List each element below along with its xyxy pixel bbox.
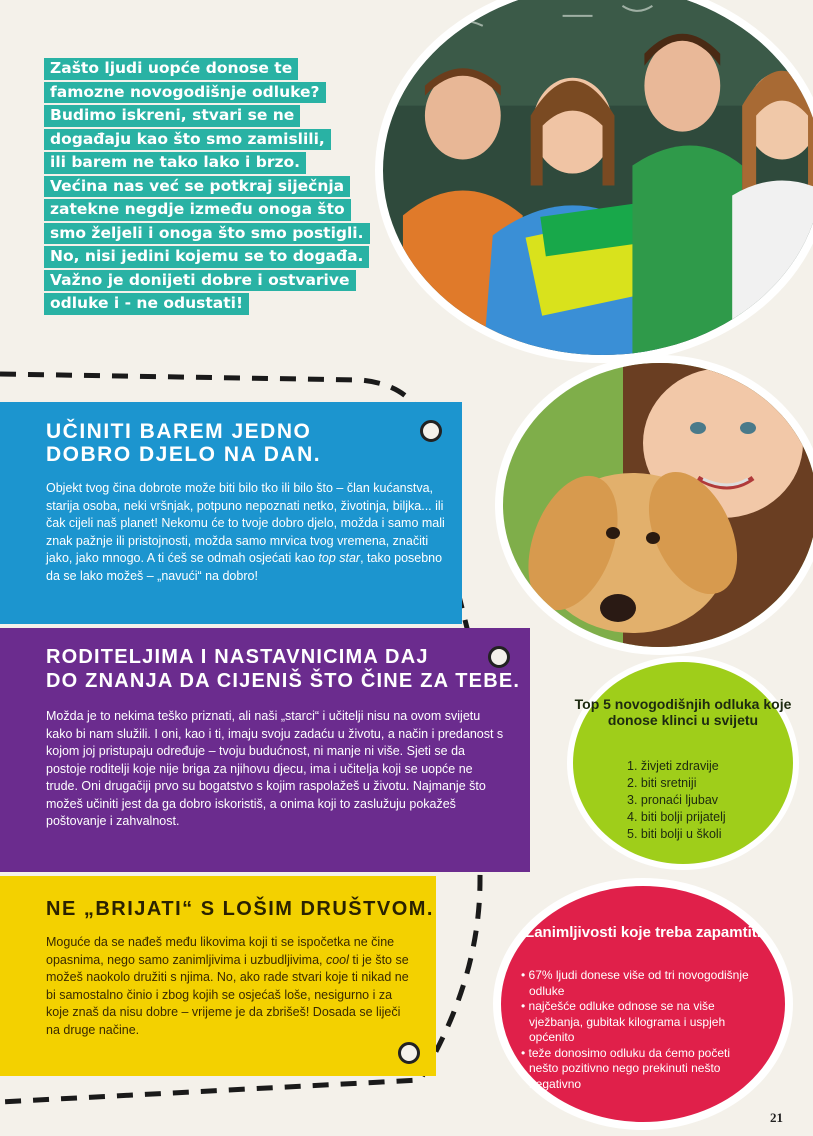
facts-list <box>521 968 749 1092</box>
teenagers-photo <box>375 0 813 363</box>
list-item: 1. živjeti zdravije <box>627 759 719 773</box>
top5-title: Top 5 novogodišnjih odluka koje donose klinci u svijetu <box>574 696 792 728</box>
list-item: 2. biti sretniji <box>627 776 697 790</box>
list-item: • najčešće odluke odnose se na više vježbanja, gubitak kilograma i uspjeh općenito <box>521 999 726 1044</box>
good-deed-title-line2: DOBRO DJELO NA DAN. <box>46 443 322 466</box>
intro-line: odluke i - ne odustati! <box>44 293 249 315</box>
intro-line: Budimo iskreni, stvari se ne <box>44 105 300 127</box>
facts-title: Zanimljivosti koje treba zapamtiti <box>525 924 761 941</box>
good-deed-body-text-end: , tako posebno da se lako možeš – „navući“ na dobro! <box>46 551 443 583</box>
list-item: • teže donosimo odluku da ćemo početi nešto pozitivno nego prekinuti nešto negativno <box>521 1045 730 1091</box>
punch-hole-decoration <box>488 646 510 668</box>
parents-teachers-body: Možda je to nekima teško priznati, ali naši „starci“ i učitelji nisu na ovom svijetu kako bi nam služili. I oni, kao i ti, imaju svoju zadaću u životu, a način i predanost s kojom joj pristupaju određuje – tvoju budućnost, ni manje ni više. Sjeti se da postoje roditelji koje nije briga za njihovu djecu, ima i učitelja koji se uopće ne trude. Oni drugačiji prvo su bogatstvo s kojim raspolažeš u životu. Najmanje što možeš učiniti jest da ga dobro iskoristiš, a onima koji to zaslužuju pokažeš poštovanje i zahvalnost. <box>46 709 504 828</box>
list-item: 5. biti bolji u školi <box>627 827 722 841</box>
list-item: • 67% ljudi donese više od tri novogodišnje odluke <box>521 968 749 998</box>
intro-line: događaju kao što smo zamislili, <box>44 129 331 151</box>
good-deed-title-line1: UČINITI BAREM JEDNO <box>46 420 312 443</box>
parents-teachers-title-line2: DO ZNANJA DA CIJENIŠ ŠTO ČINE ZA TEBE. <box>46 670 521 692</box>
bad-company-body-emphasis: cool <box>325 952 349 967</box>
good-deed-body-text: Objekt tvog čina dobrote može biti bilo tko ili bilo što – član kućanstva, starija osoba, neki vršnjak, potpuno nepoznati netko, životinja, biljka... ili čak cijeli naš planet! Nekomu će to tvoje dobro djelo, možda i samo mali znak pažnje ili pristojnosti, možda samo mrvica tvog vremena, značiti jako, jako mnogo. A ti ćeš se odmah osjećati kao <box>46 481 445 565</box>
bad-company-body <box>46 934 416 1039</box>
girl-with-dog-photo <box>495 355 813 655</box>
list-item: 3. pronaći ljubav <box>627 793 719 807</box>
top5-resolutions-circle <box>567 656 799 870</box>
punch-hole-decoration <box>420 420 442 442</box>
punch-hole-decoration <box>398 1042 420 1064</box>
intro-line: famozne novogodišnje odluke? <box>44 82 326 104</box>
intro-line: ili barem ne tako lako i brzo. <box>44 152 306 174</box>
bad-company-body-text-end: ti je što se možeš naokolo družiti s njima. No, ako rade stvari koje ti nikad ne bi samostalno činio i zbog kojih se osjećaš loše, nesigurno i za koje znaš da nisu dobre – vrijeme je da zbrišeš! Dosada se liječi na druge načine. <box>46 952 409 1037</box>
intro-line: zatekne negdje između onoga što <box>44 199 351 221</box>
parents-teachers-title <box>46 645 520 693</box>
intro-line: smo željeli i onoga što smo postigli. <box>44 223 370 245</box>
list-item: 4. biti bolji prijatelj <box>627 810 726 824</box>
intro-line: No, nisi jedini kojemu se to događa. <box>44 246 369 268</box>
good-deed-title <box>46 420 321 466</box>
bad-company-title: NE „BRIJATI“ S LOŠIM DRUŠTVOM. <box>46 898 434 920</box>
interesting-facts-circle <box>493 878 793 1130</box>
parents-teachers-title-line1: RODITELJIMA I NASTAVNICIMA DAJ <box>46 646 429 668</box>
good-deed-body <box>46 480 446 585</box>
page-number: 21 <box>770 1110 783 1125</box>
intro-line: Zašto ljudi uopće donose te <box>44 58 298 80</box>
intro-line: Većina nas već se potkraj siječnja <box>44 176 350 198</box>
top5-list <box>627 758 726 843</box>
bad-company-body-text: Moguće da se nađeš među likovima koji ti se ispočetka ne čine opasnima, nego samo zanimljivima i uzbudljivima, <box>46 935 395 967</box>
good-deed-body-emphasis: top star <box>318 551 361 565</box>
intro-text <box>44 58 374 317</box>
intro-line: Važno je donijeti dobre i ostvarive <box>44 270 356 292</box>
